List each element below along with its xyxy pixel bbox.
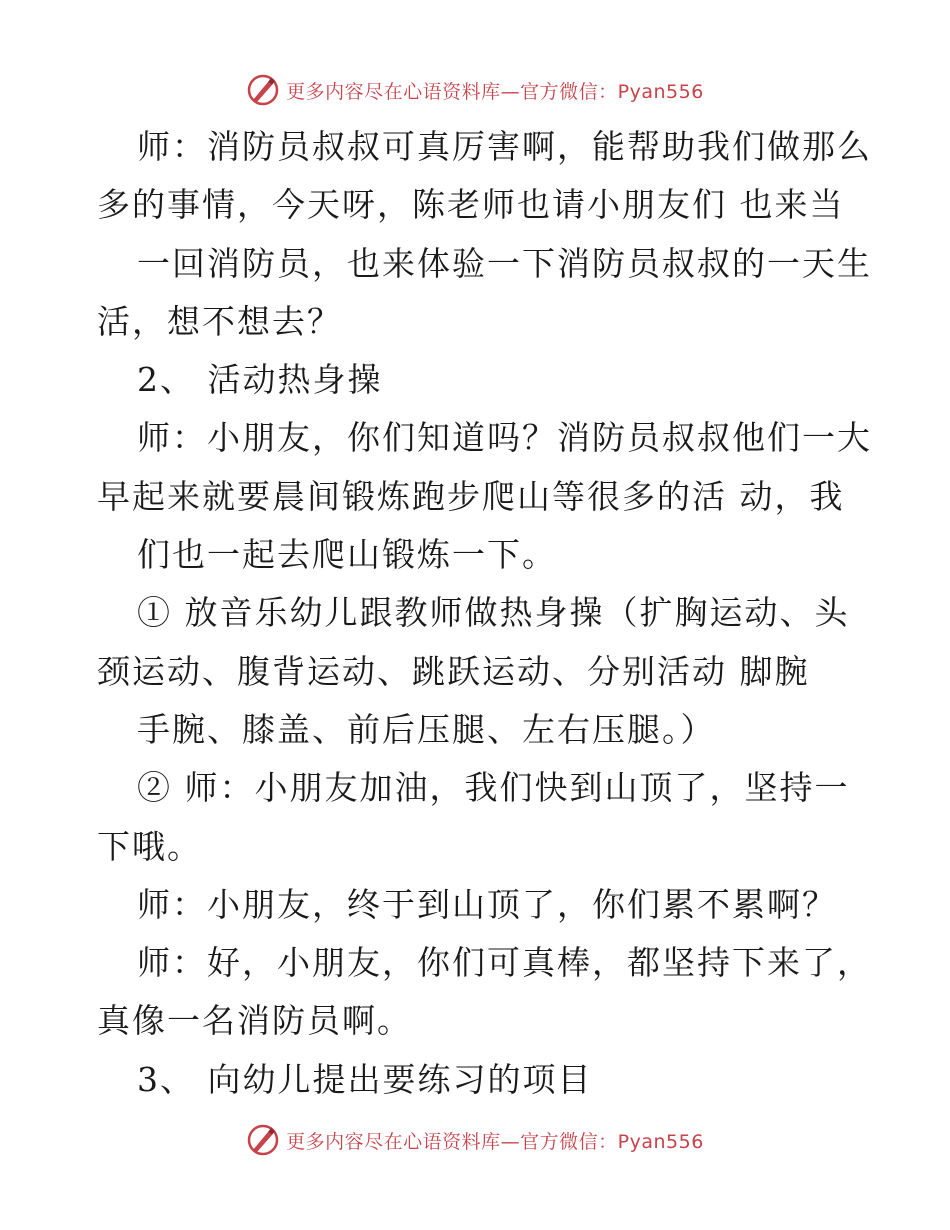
paragraph-line: 颈运动、腹背运动、跳跃运动、分别活动 脚腕: [97, 651, 810, 691]
paragraph-line: 下哦。: [97, 826, 202, 866]
paragraph-line: 师：小朋友，终于到山顶了，你们累不累啊？: [137, 884, 837, 924]
paragraph-line: ② 师：小朋友加油，我们快到山顶了，坚持一: [137, 768, 850, 808]
paragraph-line: 手腕、膝盖、前后压腿、左右压腿。）: [137, 709, 716, 749]
paragraph-line: 多的事情，今天呀，陈老师也请小朋友们 也来当: [97, 185, 845, 225]
paragraph-line: 师：消防员叔叔可真厉害啊，能帮助我们做那么: [137, 127, 872, 166]
paragraph-line: 们也一起去爬山锻炼一下。: [137, 535, 557, 575]
section-heading: 2、 活动热身操: [137, 360, 383, 400]
paragraph-line: 早起来就要晨间锻炼跑步爬山等很多的活 动，我: [97, 476, 845, 516]
paragraph-line: 师：小朋友，你们知道吗？消防员叔叔他们一大: [137, 418, 872, 458]
paragraph-line: 师：好，小朋友，你们可真棒，都坚持下来了，: [137, 943, 872, 983]
paragraph-line: 真像一名消防员啊。: [97, 1001, 412, 1041]
header-banner-text: 更多内容尽在心语资料库—官方微信：Pyan556: [286, 80, 704, 103]
header-banner: [0, 70, 950, 110]
paragraph-line: ① 放音乐幼儿跟教师做热身操（扩胸运动、头: [137, 593, 850, 633]
pen-logo-icon: [246, 73, 280, 107]
paragraph-line: 一回消防员，也来体验一下消防员叔叔的一天生: [137, 243, 872, 283]
pen-logo-icon: [246, 1123, 280, 1157]
footer-banner: [0, 1120, 950, 1160]
footer-banner-text: 更多内容尽在心语资料库—官方微信：Pyan556: [286, 1130, 704, 1153]
section-heading: 3、 向幼儿提出要练习的项目: [137, 1059, 593, 1099]
document-body: [97, 118, 872, 1109]
paragraph-line: 活，想不想去？: [97, 301, 342, 341]
